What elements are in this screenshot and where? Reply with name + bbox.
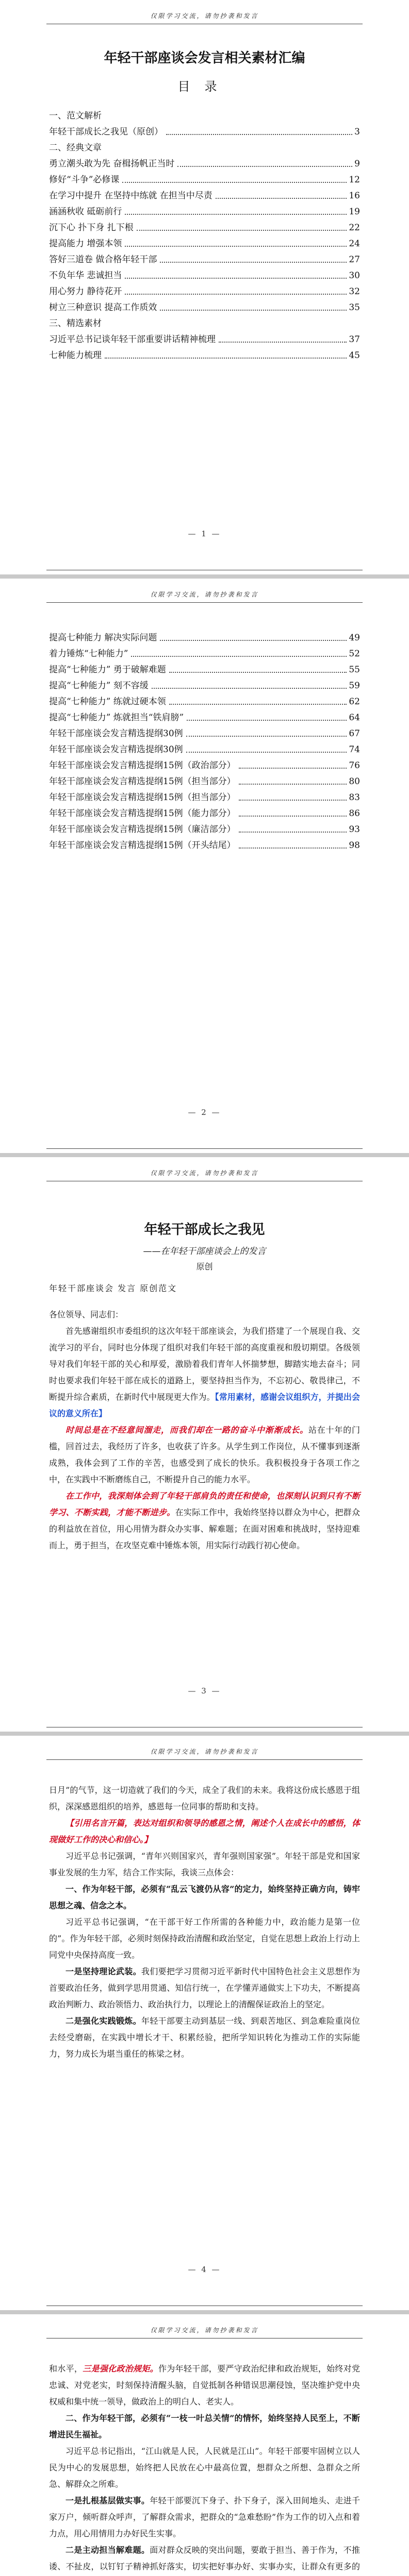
- toc-entry-page: 80: [349, 776, 360, 787]
- paragraph-text: 和水平，: [49, 2364, 83, 2374]
- toc-entry[interactable]: [49, 708, 360, 724]
- paragraph: [49, 1914, 360, 1963]
- document-page-5: [0, 2314, 409, 2576]
- toc-entry-title: 勇立潮头敢为先 奋楫扬帆正当时: [49, 159, 175, 169]
- toc-leader-dots: [219, 342, 347, 343]
- toc-entry-page: 12: [349, 175, 360, 185]
- toc-entry-title: 用心努力 静待花开: [49, 286, 122, 297]
- page-header-motto: 仅限学习交流，请勿抄袭和发言: [150, 12, 259, 20]
- toc-leader-dots: [216, 198, 347, 199]
- toc-entry[interactable]: [49, 772, 360, 788]
- toc-entry-page: 45: [349, 350, 360, 361]
- document-page-4: [0, 1736, 409, 2310]
- toc-entry-title: 涵涵秋收 砥砺前行: [49, 207, 122, 217]
- toc-entry-title: 年轻干部成长之我见（原创）: [49, 127, 163, 137]
- toc-entry-page: 3: [354, 127, 360, 137]
- toc-leader-dots: [239, 832, 347, 833]
- toc-entry-page: 76: [349, 760, 360, 771]
- document-page-2: [0, 579, 409, 1153]
- toc-entry-page: 22: [349, 223, 360, 233]
- toc-title: 年轻干部座谈会发言相关素材汇编: [104, 50, 305, 66]
- article-subtitle: ——在年轻干部座谈会上的发言: [143, 1246, 266, 1257]
- toc-leader-dots: [239, 768, 347, 769]
- toc-entry-page: 27: [349, 255, 360, 265]
- point-heading: 一是扎根基层做实事。: [66, 2496, 150, 2505]
- paragraph-text: 站在十年的门槛，回首过去，我经历了许多，也收获了许多。从学生到工作岗位，从不懂事到逐渐成熟，我体会到了工作的辛苦，也感受到了成长的快乐。我积极投身于各项工作之中，在实践中不断磨练自己，不断提升自己的能力水平。: [49, 1425, 360, 1484]
- toc-entry-page: 24: [349, 239, 360, 249]
- article-body-page-3: [49, 1307, 360, 1554]
- toc-entry-page: 83: [349, 792, 360, 803]
- toc-entry[interactable]: [49, 740, 360, 756]
- toc-section-heading: [49, 138, 360, 154]
- toc-entry-title: 习近平总书记谈年轻干部重要讲话精神梳理: [49, 334, 216, 345]
- toc-leader-dots: [125, 214, 347, 215]
- toc-entry-page: 74: [349, 744, 360, 755]
- paragraph-text: 日月”的气节，这一切造就了我们的今天，成全了我们的未来。我将这份成长感恩于组织，深深感恩组织的培养，感恩每一位同事的帮助和支持。: [49, 1785, 360, 1811]
- toc-entry-title: 提高能力 增强本领: [49, 239, 122, 249]
- toc-entry[interactable]: [49, 154, 360, 170]
- toc-entry[interactable]: [49, 346, 360, 362]
- page-header-motto: 仅限学习交流，请勿抄袭和发言: [150, 2327, 259, 2334]
- toc-leader-dots: [187, 720, 347, 721]
- paragraph: [49, 1848, 360, 1881]
- toc-entry[interactable]: [49, 202, 360, 218]
- section-heading: 一、作为年轻干部，必须有“乱云飞渡仍从容”的定力，始终坚持正确方向，铸牢思想之魂、信念之本。: [49, 1884, 360, 1910]
- toc-entry-page: 9: [354, 159, 360, 169]
- toc-entry-title: 树立三种意识 提高工作质效: [49, 302, 157, 313]
- toc-entry-title: 七种能力梳理: [49, 350, 102, 361]
- toc-entry-title: 提高“七种能力” 练就过硬本领: [49, 697, 166, 707]
- toc-entry-page: 55: [349, 665, 360, 675]
- paragraph-text: 习近平总书记强调，“青年兴则国家兴，青年强则国家强”。年轻干部是党和国家事业发展的生力军，结合工作实际，我谈三点体会：: [49, 1851, 360, 1877]
- article-body-page-5: [49, 2361, 360, 2576]
- paragraph-note: 【常用素材，感谢会议组织方，并提出会议的意义所在】: [49, 1392, 360, 1418]
- toc-entry[interactable]: [49, 804, 360, 820]
- toc-entry-title: 答好三道卷 做合格年轻干部: [49, 255, 157, 265]
- toc-leader-dots: [160, 310, 347, 311]
- paragraph: [49, 2443, 360, 2493]
- toc-leader-dots: [239, 848, 347, 849]
- toc-entry[interactable]: [49, 234, 360, 250]
- paragraph: [49, 1488, 360, 1554]
- salutation: 各位领导、同志们：: [49, 1310, 124, 1319]
- toc-leader-dots: [186, 736, 347, 737]
- toc-entry-page: 35: [349, 302, 360, 313]
- toc-entry-title: 年轻干部座谈会发言精选提纲15例（廉洁部分）: [49, 824, 236, 835]
- toc-entry-title: 提高七种能力 解决实际问题: [49, 633, 157, 643]
- point-heading: 二是强化实践锻炼。: [66, 2016, 141, 2026]
- toc-entry[interactable]: [49, 836, 360, 852]
- footer-rule: [46, 1148, 363, 1149]
- toc-entry[interactable]: [49, 676, 360, 692]
- toc-entry-title: 在学习中提升 在坚持中练就 在担当中尽责: [49, 191, 212, 201]
- toc-section-heading: [49, 106, 360, 122]
- paragraph-note: 【引用名言开篇，表达对组织和领导的感恩之情，阐述个人在成长中的感悟，体现做好工作的决心和信心。】: [49, 1818, 360, 1844]
- toc-entry[interactable]: [49, 788, 360, 804]
- article-body-page-4: [49, 1782, 360, 2062]
- toc-entry-page: 59: [349, 681, 360, 691]
- toc-leader-dots: [125, 294, 347, 295]
- paragraph: [49, 2361, 360, 2410]
- toc-leader-dots: [105, 358, 347, 359]
- document-page-3: [0, 1157, 409, 1732]
- paragraph-text: 我们要把学习贯彻习近平新时代中国特色社会主义思想作为首要政治任务，做到学思用贯通、知信行统一，在学懂弄通做实上下功夫，不断提高政治判断力、政治领悟力、政治执行力，以理论上的清醒保证政治上的坚定。: [49, 1967, 360, 2009]
- point-heading: 一是坚持理论武装。: [66, 1967, 141, 1976]
- toc-entry-page: 49: [349, 633, 360, 643]
- toc-leader-dots: [239, 816, 347, 817]
- toc-entry-title: 二、经典文章: [49, 143, 102, 153]
- toc-entry-title: 沉下心 扑下身 扎下根: [49, 223, 134, 233]
- toc-entry[interactable]: [49, 692, 360, 708]
- paragraph: [49, 1782, 360, 1815]
- toc-leader-dots: [160, 640, 347, 641]
- toc-leader-dots: [169, 672, 347, 673]
- paragraph: [49, 2542, 360, 2576]
- article-meta: 年轻干部座谈会 发言 原创范文: [49, 1283, 177, 1293]
- toc-entry-page: 19: [349, 207, 360, 217]
- toc-entry-page: 52: [349, 649, 360, 659]
- toc-list-page-2: [49, 628, 360, 852]
- toc-entry-page: 64: [349, 713, 360, 723]
- paragraph-text: 作为年轻干部，要严守政治纪律和政治规矩，始终对党忠诚、对党老实，时刻保持清醒头脑，自觉抵制各种错误思潮侵蚀，坚决维护党中央权威和集中统一领导，做政治上的明白人、老实人。: [49, 2364, 360, 2406]
- toc-entry-title: 着力锤炼“七种能力”: [49, 649, 128, 659]
- document-page-1: [0, 0, 409, 574]
- toc-entry-page: 62: [349, 697, 360, 707]
- toc-entry[interactable]: [49, 250, 360, 266]
- toc-entry[interactable]: [49, 186, 360, 202]
- toc-entry-title: 一、范文解析: [49, 111, 102, 121]
- header-rule: [46, 602, 363, 603]
- paragraph-text: 在实际工作中，我始终坚持以群众为中心，把群众的利益放在首位，用心用情为群众办实事、解难题；在面对困难和挑战时，坚持迎难而上，勇于担当，在攻坚克难中锤炼本领，用实际行动践行初心使命。: [49, 1507, 360, 1550]
- toc-entry-page: 98: [349, 840, 360, 851]
- toc-entry-page: 37: [349, 334, 360, 345]
- page-header-motto: 仅限学习交流，请勿抄袭和发言: [150, 1748, 259, 1755]
- toc-entry-title: 不负年华 悲诚担当: [49, 270, 122, 281]
- toc-entry[interactable]: [49, 330, 360, 346]
- page-number: — 2 —: [188, 1108, 221, 1117]
- paragraph-text: 年轻干部要沉下身子、扑下身子，深入田间地头、走进千家万户，倾听群众呼声，了解群众需求，把群众的“急难愁盼”作为工作的切入点和着力点，用心用情用力办好民生实事。: [49, 2496, 360, 2538]
- toc-entry-page: 30: [349, 270, 360, 281]
- toc-entry-title: 年轻干部座谈会发言精选提纲15例（担当部分）: [49, 776, 236, 787]
- section-heading: 二、作为年轻干部，必须有“一枝一叶总关情”的情怀，始终坚持人民至上，不断增进民生福祉。: [49, 2413, 360, 2439]
- article-byline: 原创: [196, 1262, 213, 1272]
- paragraph-text: 习近平总书记强调，“在干部干好工作所需的各种能力中，政治能力是第一位的”。作为年轻干部，必须时刻保持政治清醒和政治坚定，自觉在思想上政治上行动上同党中央保持高度一致。: [49, 1917, 360, 1960]
- toc-leader-dots: [177, 166, 352, 167]
- toc-entry[interactable]: [49, 820, 360, 836]
- toc-leader-dots: [137, 230, 347, 231]
- point-heading: 二是主动担当解难题。: [66, 2545, 150, 2555]
- toc-subtitle: 目录: [177, 79, 232, 94]
- toc-leader-dots: [131, 656, 347, 657]
- toc-entry-title: 修好“斗争”必修课: [49, 175, 120, 185]
- toc-entry[interactable]: [49, 298, 360, 314]
- toc-entry-title: 年轻干部座谈会发言精选提纲30例: [49, 728, 183, 739]
- paragraph: [49, 1422, 360, 1488]
- paragraph-text: 年轻干部要主动到基层一线、到艰苦地区、到急难险重岗位去经受磨砺，在实践中增长才干、积累经验，把所学知识转化为推动工作的实际能力，努力成长为堪当重任的栋梁之材。: [49, 2016, 360, 2059]
- toc-entry-page: 93: [349, 824, 360, 835]
- toc-leader-dots: [239, 800, 347, 801]
- toc-entry-page: 32: [349, 286, 360, 297]
- paragraph-text: 习近平总书记指出，“江山就是人民，人民就是江山”。年轻干部要牢固树立以人民为中心的发展思想，始终把人民放在心中最高位置，想群众之所想、急群众之所急、解群众之所难。: [49, 2446, 360, 2489]
- toc-entry-title: 年轻干部座谈会发言精选提纲15例（担当部分）: [49, 792, 236, 803]
- page-number: — 4 —: [188, 2265, 221, 2274]
- toc-entry[interactable]: [49, 218, 360, 234]
- toc-entry-page: 16: [349, 191, 360, 201]
- toc-leader-dots: [125, 278, 347, 279]
- toc-leader-dots: [239, 784, 347, 785]
- toc-entry[interactable]: [49, 170, 360, 186]
- toc-entry-page: 86: [349, 808, 360, 819]
- highlight-text: 时间总是在不经意间溜走，而我们却在一路的奋斗中渐渐成长。: [66, 1425, 308, 1435]
- toc-leader-dots: [169, 704, 347, 705]
- toc-entry-title: 提高“七种能力” 勇于破解难题: [49, 665, 166, 675]
- toc-entry-page: 67: [349, 728, 360, 739]
- toc-leader-dots: [160, 262, 347, 263]
- toc-entry-title: 年轻干部座谈会发言精选提纲30例: [49, 744, 183, 755]
- paragraph: [49, 1815, 360, 1848]
- paragraph: [49, 2493, 360, 2542]
- toc-entry-title: 三、精选素材: [49, 318, 102, 329]
- toc-entry[interactable]: [49, 122, 360, 138]
- paragraph-text: 面对群众反映的突出问题，要敢于担当、善于作为，不推诿、不扯皮，以钉钉子精神抓好落实，切实把好事办好、实事办实，让群众有更多的: [49, 2545, 360, 2571]
- toc-entry-title: 提高“七种能力” 刻不容缓: [49, 681, 149, 691]
- highlight-text: 在工作中，我深刻体会到了年轻干部肩负的责任和使命，也深刻认识到只有不断学习、不断实践，才能不断进步。: [49, 1491, 360, 1517]
- toc-entry-title: 年轻干部座谈会发言精选提纲15例（政治部分）: [49, 760, 236, 771]
- toc-entry[interactable]: [49, 660, 360, 676]
- toc-section-heading: [49, 314, 360, 330]
- toc-leader-dots: [122, 182, 347, 183]
- page-number: — 1 —: [188, 529, 221, 538]
- paragraph: [49, 2013, 360, 2062]
- page-header-motto: 仅限学习交流，请勿抄袭和发言: [150, 591, 259, 598]
- highlight-text: 三是强化政治规矩。: [83, 2364, 158, 2374]
- toc-leader-dots: [125, 246, 347, 247]
- toc-entry-title: 年轻干部座谈会发言精选提纲15例（能力部分）: [49, 808, 236, 819]
- toc-entry-title: 年轻干部座谈会发言精选提纲15例（开头结尾）: [49, 840, 236, 851]
- article-title: 年轻干部成长之我见: [144, 1222, 265, 1238]
- toc-entry-title: 提高“七种能力” 炼就担当“铁肩膀”: [49, 713, 184, 723]
- toc-entry[interactable]: [49, 644, 360, 660]
- paragraph: [49, 1881, 360, 1914]
- paragraph: [49, 1323, 360, 1422]
- toc-entry[interactable]: [49, 282, 360, 298]
- toc-leader-dots: [166, 134, 352, 135]
- page-header-motto: 仅限学习交流，请勿抄袭和发言: [150, 1170, 259, 1177]
- toc-leader-dots: [152, 688, 347, 689]
- toc-list-page-1: [49, 106, 360, 362]
- toc-entry[interactable]: [49, 756, 360, 772]
- paragraph-text: 首先感谢组织市委组织的这次年轻干部座谈会，为我们搭建了一个展现自我、交流学习的平台，同时也分体现了组织对我们年轻干部的高度重视和殷切期望。各级领导对我们年轻干部的关心和厚爱，激励着我们青年人怀揣梦想，脚踏实地去奋斗；同时也要求我们年轻干部在成长的道路上，要坚持担当作为，不忘初心、敬畏律己，不断提升综合素质，在新时代中展现更大作为。: [49, 1326, 360, 1402]
- header-rule: [46, 1759, 363, 1760]
- toc-leader-dots: [186, 752, 347, 753]
- paragraph: [49, 2410, 360, 2443]
- toc-entry[interactable]: [49, 628, 360, 644]
- page-number: — 3 —: [188, 1686, 221, 1696]
- paragraph: [49, 1963, 360, 2013]
- toc-entry[interactable]: [49, 724, 360, 740]
- toc-entry[interactable]: [49, 266, 360, 282]
